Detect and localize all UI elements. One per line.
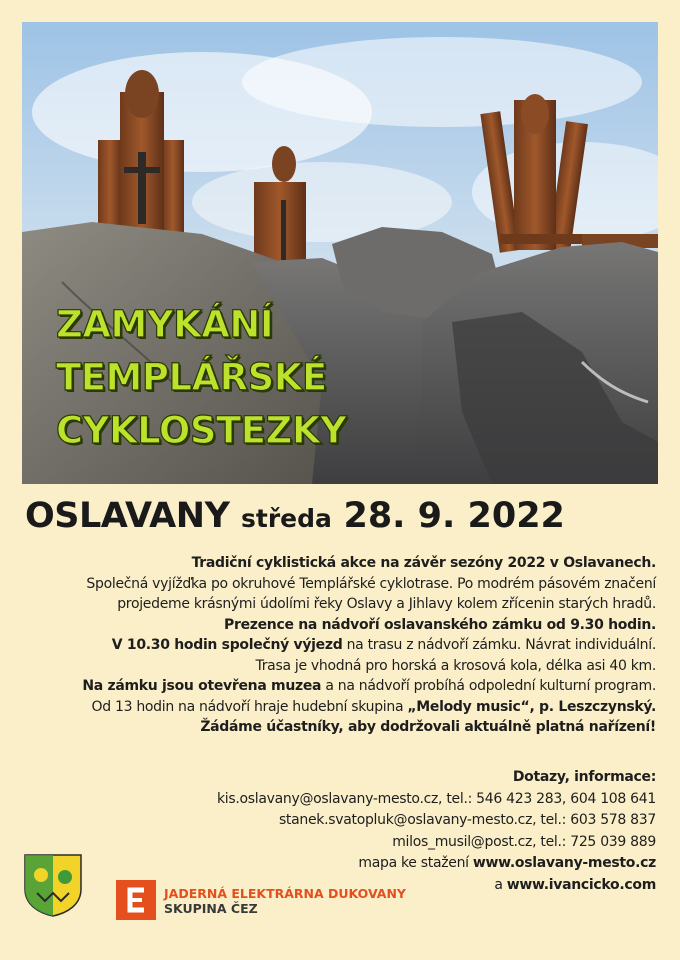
description-text: a na nádvoří probíhá odpolední kulturní program.: [321, 678, 656, 694]
contact-line: milos_musil@post.cz, tel.: 725 039 889: [392, 833, 656, 850]
event-date: 28. 9. 2022: [343, 496, 565, 536]
description-bold: V 10.30 hodin společný výjezd: [111, 637, 343, 653]
title-line-1: ZAMYKÁNÍ: [56, 303, 274, 346]
description-line: projedeme krásnými údolími řeky Oslavy a Jihlavy kolem zřícenin starých hradů.: [117, 596, 656, 612]
description-line: [16, 635, 656, 656]
event-title: [56, 298, 346, 457]
map-label: mapa ke stažení: [358, 855, 473, 871]
cez-logo-icon: [116, 880, 156, 920]
description-bold: „Melody music“, p. Leszczynský.: [407, 698, 656, 715]
ivancicko-link[interactable]: www.ivancicko.com: [506, 876, 656, 893]
contact-line: [156, 853, 656, 875]
description-line: Tradiční cyklistická akce na závěr sezóny 2022 v Oslavanech.: [191, 555, 656, 571]
description-line: Společná vyjížďka po okruhové Templářské cyklotrase. Po modrém pásovém značení: [86, 575, 656, 592]
contact-line: kis.oslavany@oslavany-mesto.cz, tel.: 546 423 283, 604 108 641: [216, 790, 656, 807]
event-headline: [25, 496, 665, 536]
description-line: Žádáme účastníky, aby dodržovali aktuálně platná nařízení!: [200, 719, 656, 735]
town-name: OSLAVANY: [25, 496, 230, 536]
contacts-heading: Dotazy, informace:: [512, 769, 656, 785]
title-line-3: CYKLOSTEZKY: [56, 409, 347, 452]
description-line: Prezence na nádvoří oslavanského zámku od 9.30 hodin.: [224, 616, 656, 633]
description-text: na trasu z nádvoří zámku. Návrat individuální.: [342, 637, 656, 653]
event-description: [16, 553, 656, 738]
description-line: [16, 676, 656, 697]
town-crest-icon: [23, 853, 83, 917]
contact-block: [156, 767, 656, 896]
contact-line: stanek.svatopluk@oslavany-mesto.cz, tel.: 603 578 837: [278, 812, 656, 828]
title-line-2: TEMPLÁŘSKÉ: [56, 356, 327, 399]
description-bold: Na zámku jsou otevřena muzea: [82, 678, 322, 694]
and-label: a: [494, 876, 507, 893]
description-line: Trasa je vhodná pro horská a krosová kola, délka asi 40 km.: [255, 657, 656, 674]
sponsor-name: JADERNÁ ELEKTRÁRNA DUKOVANY: [164, 886, 406, 901]
description-line: [16, 697, 656, 718]
weekday: středa: [241, 504, 332, 533]
sponsor-group: SKUPINA ČEZ: [164, 901, 258, 916]
description-text: Od 13 hodin na nádvoří hraje hudební skupina: [91, 698, 408, 715]
map-link[interactable]: www.oslavany-mesto.cz: [472, 855, 656, 871]
